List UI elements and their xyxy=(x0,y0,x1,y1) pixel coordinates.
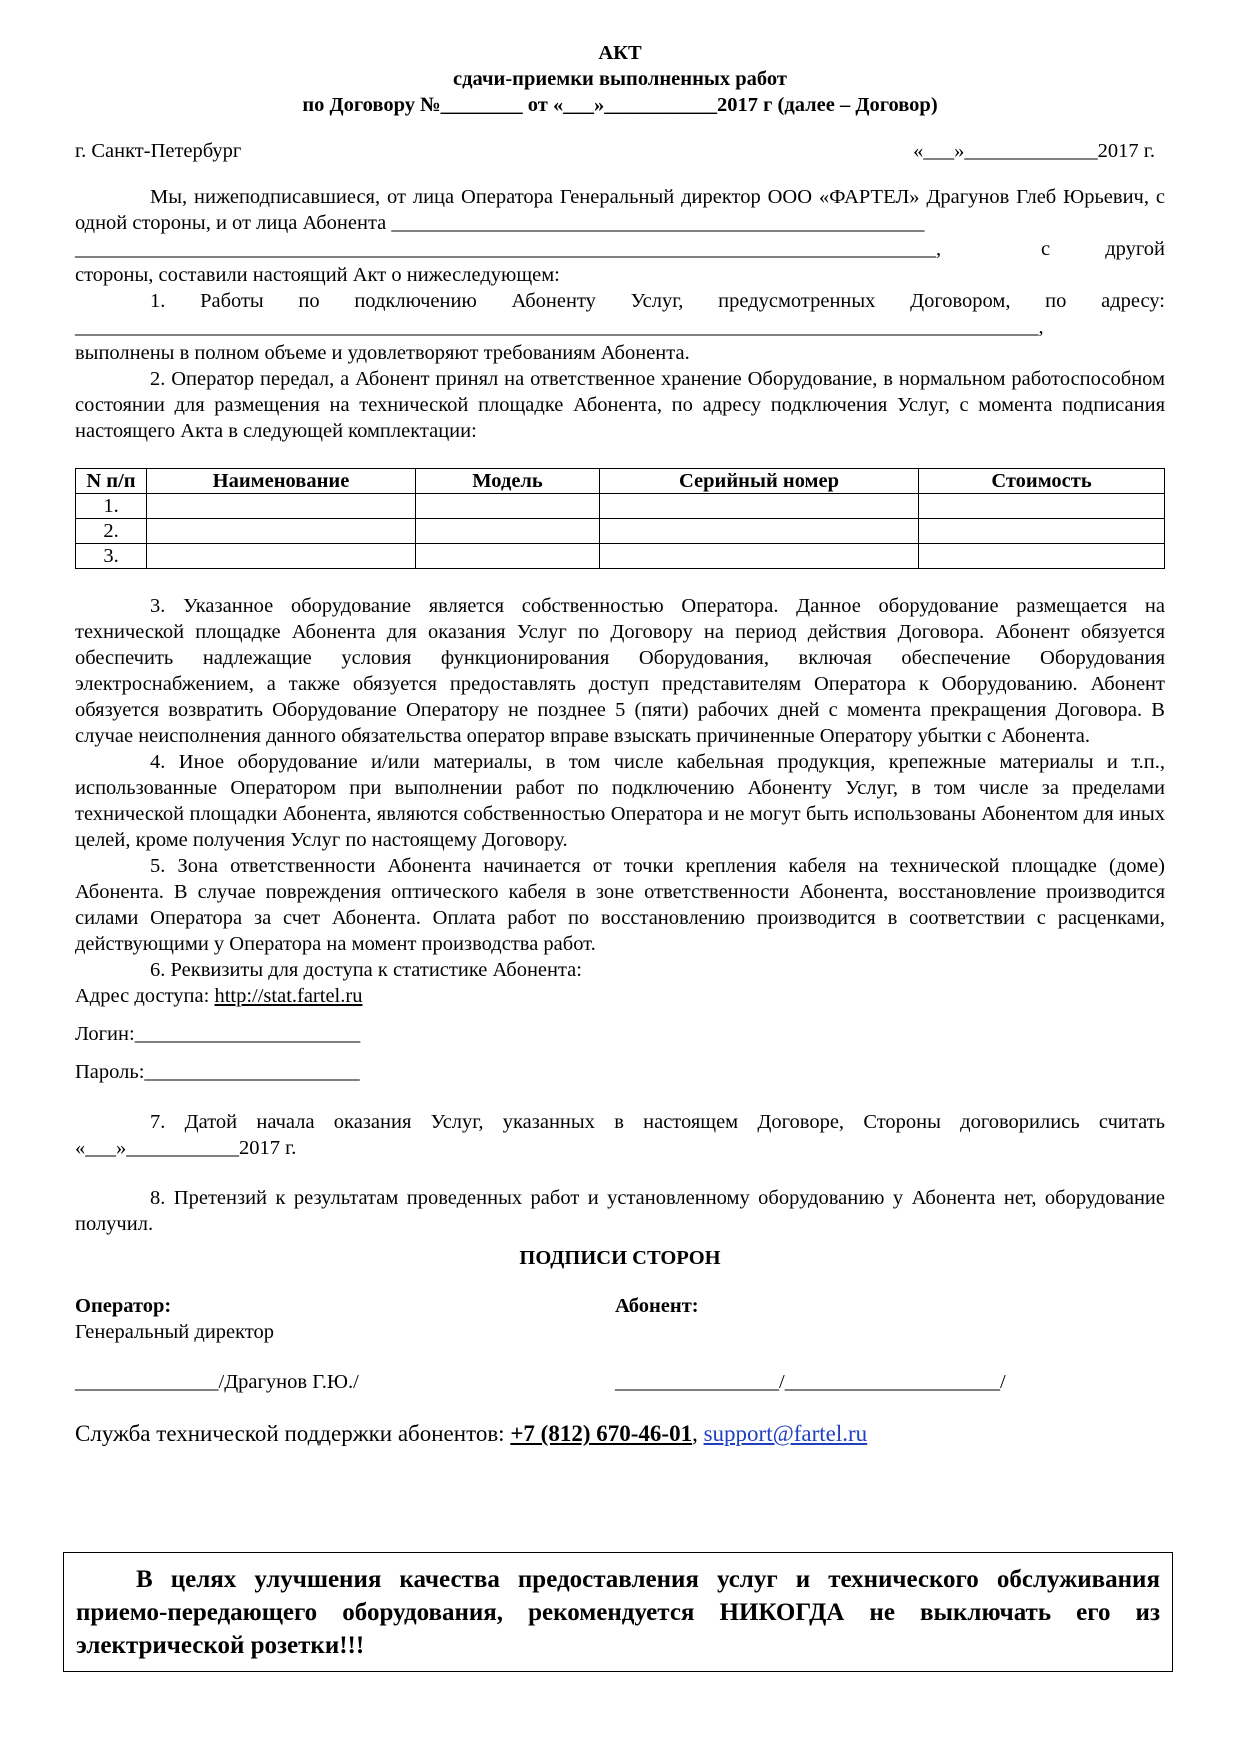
signatures-title: ПОДПИСИ СТОРОН xyxy=(519,1247,721,1269)
table-cell xyxy=(147,494,416,519)
col-serial: Серийный номер xyxy=(600,469,919,494)
warning-text: В целях улучшения качества предоставления услуг и технического обслуживания приемо-передающего оборудования, рекомендуется НИКОГДА не выключать его из электрической розетки!!! xyxy=(76,1566,1160,1659)
item-1-end: выполнены в полном объеме и удовлетворяют требованиям Абонента. xyxy=(75,342,690,364)
item-3: 3. Указанное оборудование является собственностью Оператора. Данное оборудование размещается на технической площадке Абонента для оказания Услуг по Договору на период действия Договора. Абонент обязуется обеспечить надлежащие условия функционирования Оборудования, включая обеспечение Оборудования электроснабжением, а также обязуется предоставлять доступ представителям Оператора к Оборудованию. Абонент обязуется возвратить Оборудование Оператору не позднее 5 (пяти) рабочих дней с момента прекращения Договора. В случае неисполнения данного обязательства оператор вправе взыскать причиненные Оператору убытки с Абонента. xyxy=(75,595,1165,747)
table-cell xyxy=(600,494,919,519)
doc-title: АКТ xyxy=(598,42,642,64)
col-num: N п/п xyxy=(76,469,147,494)
table-cell xyxy=(600,519,919,544)
table-cell: 2. xyxy=(76,519,147,544)
operator-position: Генеральный директор xyxy=(75,1321,275,1343)
item-4: 4. Иное оборудование и/или материалы, в том числе кабельная продукция, крепежные материалы и т.п., использованные Оператором при выполнении работ по подключению Абоненту Услуг, в том числе за пределами технической площадки Абонента, являются собственностью Оператора и не могут быть использованы Абонентом для иных целей, кроме получения Услуг по настоящему Договору. xyxy=(75,751,1165,851)
access-address xyxy=(75,983,1165,1009)
item-6: 6. Реквизиты для доступа к статистике Абонента: xyxy=(150,959,582,981)
doc-subtitle: сдачи-приемки выполненных работ xyxy=(453,68,787,90)
place-date-row xyxy=(75,138,1165,164)
intro-line3: стороны, составили настоящий Акт о нижеследующем: xyxy=(75,264,560,286)
item-1: 1. Работы по подключению Абоненту Услуг, предусмотренных Договором, по адресу: ______________________________________________________________________________________________, xyxy=(75,290,1165,338)
table-header-row xyxy=(76,469,1165,494)
subscriber-signature: ________________/_____________________/ xyxy=(615,1371,1006,1393)
table-cell xyxy=(919,519,1165,544)
intro-line2 xyxy=(75,236,1165,262)
table-cell xyxy=(416,544,600,569)
table-cell xyxy=(147,544,416,569)
signatures-block xyxy=(75,1293,1165,1395)
support-email-link[interactable]: support@fartel.ru xyxy=(703,1421,868,1446)
table-cell: 1. xyxy=(76,494,147,519)
support-phone-link[interactable]: +7 (812) 670-46-01 xyxy=(510,1421,693,1446)
table-row xyxy=(76,544,1165,569)
doc-contract-line: по Договору №________ от «___»___________2017 г (далее – Договор) xyxy=(302,94,938,116)
intro-blank: ____________________________________________________________________________________, xyxy=(75,238,942,260)
operator-column xyxy=(75,1293,615,1395)
col-model: Модель xyxy=(416,469,600,494)
col-cost: Стоимость xyxy=(919,469,1165,494)
login-field: Логин:______________________ xyxy=(75,1023,361,1045)
act-date: «___»_____________2017 г. xyxy=(913,140,1155,162)
document-page xyxy=(75,40,1165,1449)
subscriber-column xyxy=(615,1293,1155,1395)
table-row xyxy=(76,494,1165,519)
col-name: Наименование xyxy=(147,469,416,494)
table-row xyxy=(76,519,1165,544)
subscriber-spacer xyxy=(615,1319,1155,1345)
support-label: Служба технической поддержки абонентов: xyxy=(75,1421,511,1446)
item-7: 7. Датой начала оказания Услуг, указанных в настоящем Договоре, Стороны договорились считать «___»___________2017 г. xyxy=(75,1111,1165,1159)
table-cell xyxy=(416,519,600,544)
table-cell xyxy=(600,544,919,569)
table-cell xyxy=(147,519,416,544)
table-cell xyxy=(416,494,600,519)
item-5: 5. Зона ответственности Абонента начинается от точки крепления кабеля на технической площадке (доме) Абонента. В случае повреждения оптического кабеля в зоне ответственности Абонента, восстановление производится силами Оператора за счет Абонента. Оплата работ по восстановлению производится в соответствии с расценками, действующими у Оператора на момент производства работ. xyxy=(75,855,1165,955)
table-cell: 3. xyxy=(76,544,147,569)
support-line xyxy=(75,1419,1165,1449)
intro-paragraph: Мы, нижеподписавшиеся, от лица Оператора Генеральный директор ООО «ФАРТЕЛ» Драгунов Глеб Юрьевич, с одной стороны, и от лица Абонента ____________________________________________________ xyxy=(75,186,1165,234)
stats-link[interactable]: http://stat.fartel.ru xyxy=(214,985,363,1007)
city: г. Санкт-Петербург xyxy=(75,140,242,162)
item-8: 8. Претензий к результатам проведенных работ и установленному оборудованию у Абонента нет, оборудование получил. xyxy=(75,1187,1165,1235)
table-cell xyxy=(919,494,1165,519)
item-2: 2. Оператор передал, а Абонент принял на ответственное хранение Оборудование, в нормальном работоспособном состоянии для размещения на технической площадке Абонента, по адресу подключения Услуг, с момента подписания настоящего Акта в следующей комплектации: xyxy=(75,368,1165,442)
table-cell xyxy=(919,544,1165,569)
operator-signature: ______________/Драгунов Г.Ю./ xyxy=(75,1371,359,1393)
intro-other-side: с другой xyxy=(1040,238,1165,260)
support-separator: , xyxy=(692,1421,704,1446)
warning-box xyxy=(63,1552,1173,1672)
operator-label: Оператор: xyxy=(75,1295,172,1317)
access-label: Адрес доступа: xyxy=(75,985,215,1007)
subscriber-label: Абонент: xyxy=(615,1295,699,1317)
password-field: Пароль:_____________________ xyxy=(75,1061,360,1083)
equipment-table xyxy=(75,468,1165,569)
